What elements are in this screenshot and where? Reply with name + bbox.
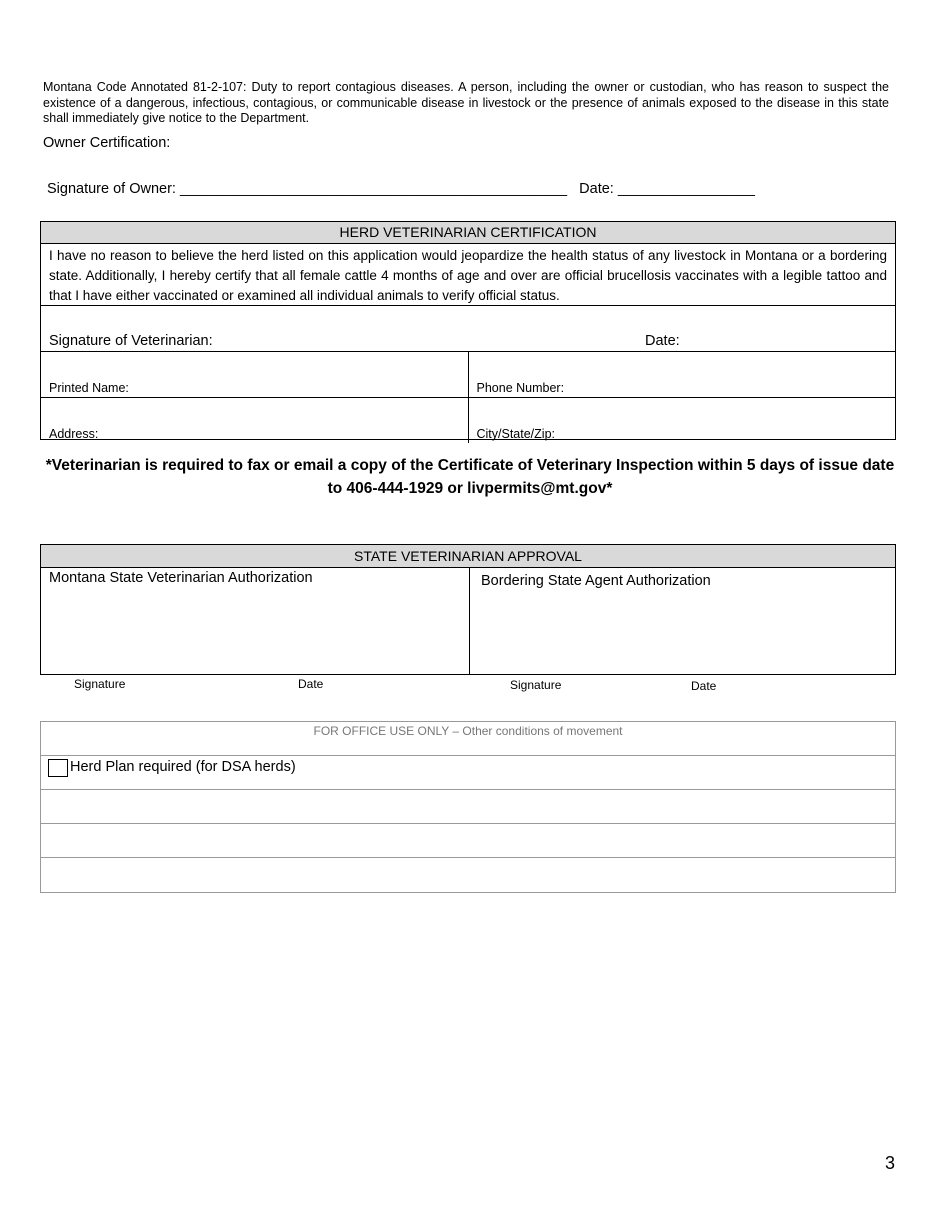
owner-certification-heading: Owner Certification: <box>43 135 171 151</box>
bordering-state-authorization-box[interactable] <box>470 568 896 675</box>
bordering-signature-label: Signature <box>510 678 562 692</box>
office-blank-row[interactable] <box>41 858 895 892</box>
vet-signature-row[interactable] <box>41 305 895 351</box>
city-state-zip-field[interactable] <box>469 398 896 443</box>
herd-plan-row <box>41 756 895 790</box>
herd-veterinarian-certification <box>40 221 896 440</box>
montana-authorization-label: Montana State Veterinarian Authorization <box>49 570 313 586</box>
phone-number-label: Phone Number: <box>476 381 565 395</box>
office-use-section <box>40 721 896 893</box>
city-state-zip-label: City/State/Zip: <box>476 427 555 441</box>
office-blank-row[interactable] <box>41 824 895 858</box>
montana-authorization-box[interactable] <box>41 568 470 675</box>
herd-plan-checkbox[interactable] <box>48 759 68 777</box>
bordering-state-authorization-label: Bordering State Agent Authorization <box>481 573 711 589</box>
phone-number-field[interactable] <box>469 352 896 397</box>
herd-vet-header: HERD VETERINARIAN CERTIFICATION <box>41 222 895 244</box>
herd-plan-label: Herd Plan required (for DSA herds) <box>70 759 296 775</box>
vet-date-label: Date: <box>645 333 680 349</box>
statute-notice: Montana Code Annotated 81-2-107: Duty to report contagious diseases. A person, including the owner or custodian, who has reason to suspect the existence of a dangerous, infectious, contagious, or communicable disease in livestock or the presence of animals exposed to the disease in this state shall immediately give notice to the Department. <box>43 80 889 125</box>
office-blank-row[interactable] <box>41 790 895 824</box>
address-label: Address: <box>49 427 99 441</box>
fax-email-notice: *Veterinarian is required to fax or email a copy of the Certificate of Veterinary Inspection within 5 days of issue date to 406-444-1929 or livpermits@mt.gov* <box>45 457 895 497</box>
page-number: 3 <box>884 1153 895 1173</box>
office-use-header: FOR OFFICE USE ONLY – Other conditions of movement <box>41 722 895 756</box>
owner-signature-line[interactable]: Signature of Owner: ________________________________________________ Date: _________________ <box>47 181 755 197</box>
herd-vet-statement: I have no reason to believe the herd listed on this application would jeopardize the health status of any livestock in Montana or a bordering state. Additionally, I hereby certify that all female cattle 4 months of age and over are official brucellosis vaccinates with a legible tattoo and that I have either vaccinated or examined all individual animals to verify official status. <box>49 248 887 303</box>
vet-signature-label: Signature of Veterinarian: <box>49 333 213 349</box>
bordering-date-label: Date <box>691 679 717 693</box>
state-veterinarian-approval <box>40 544 896 675</box>
montana-signature-label: Signature <box>74 677 126 691</box>
printed-name-label: Printed Name: <box>49 381 129 395</box>
state-vet-header: STATE VETERINARIAN APPROVAL <box>41 545 896 568</box>
printed-name-field[interactable] <box>41 352 469 397</box>
address-field[interactable] <box>41 398 469 443</box>
montana-date-label: Date <box>298 677 324 691</box>
